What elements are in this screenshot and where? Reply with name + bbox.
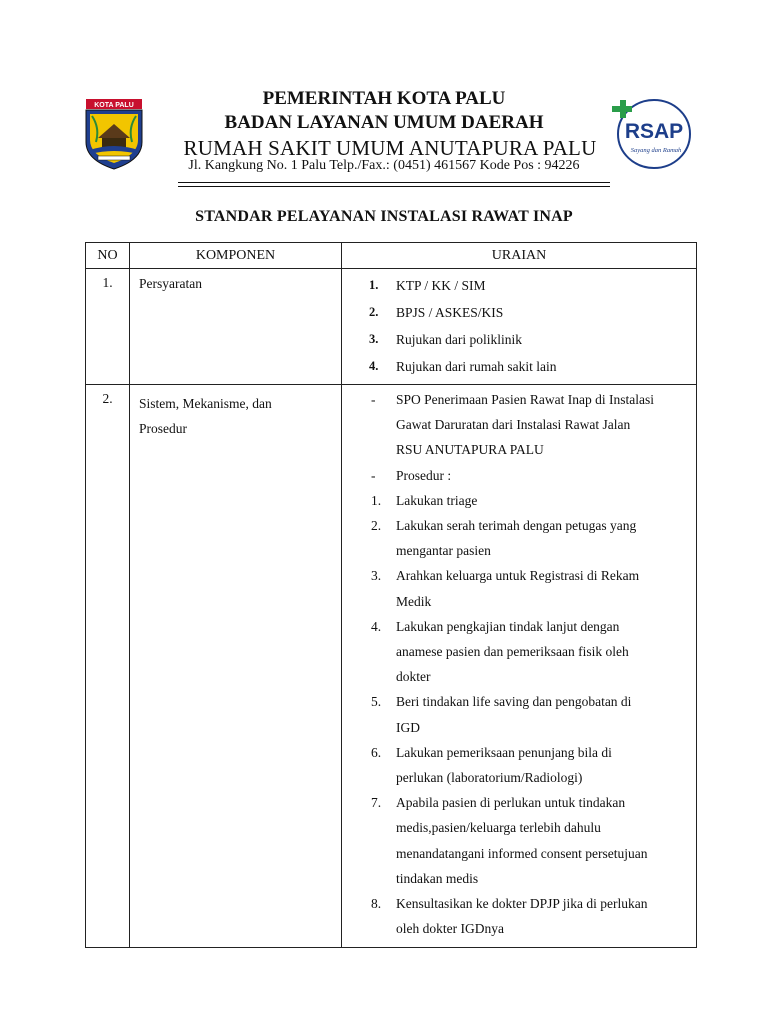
row-uraian [342,269,697,385]
rsap-tagline: Sayang dan Ramah [630,147,682,154]
step-item: 8. Kensultasikan ke dokter DPJP jika di perlukan [371,896,648,912]
header-rule-thin [178,186,610,187]
komponen-text: Sistem, Mekanisme, dan [139,396,272,411]
komponen-text: Persyaratan [139,276,202,291]
requirements-list [342,269,688,384]
letterhead [0,0,768,190]
list-item: 4. Rujukan dari rumah sakit lain [369,359,557,374]
table-row [86,269,697,385]
procedure-block: - SPO Penerimaan Pasien Rawat Inap di Instalasi Gawat Daruratan dari Instalasi Rawat Jalan RSU ANUTAPURA PALU - Prosedur : 1. Lakukan triage 2. Lakukan serah terimah dengan petugas yang mengantar pasien 3. Arahkan keluarga untuk Registrasi di Rekam Medik 4. Lakukan pengkajian tindak lanjut dengan anamese pasien dan pemeriksaan fisik oleh dokter 5. Beri tindakan life saving dan pengobatan di IGD 6. Lakukan pemeriksaan penunjang bila di perlukan (laboratorium/Radiologi) 7. Apabila pasien di perlukan untuk tindakan medis,pasien/keluarga terlebih dahulu menandatangani informed consent persetujuan tindakan medis 8. Kensultasikan ke dokter DPJP jika di perlukan oleh dokter IGDnya [342,385,688,947]
header-rule-thick [178,182,610,183]
row-uraian [342,385,697,948]
service-standard-table [85,242,697,948]
list-item: 1. KTP / KK / SIM [369,278,486,293]
table-row [86,385,697,948]
column-header-uraian: URAIAN [342,243,697,269]
rsap-logo [610,96,692,172]
step-item: 6. Lakukan pemeriksaan penunjang bila di [371,744,612,760]
government-name: PEMERINTAH KOTA PALU [262,88,506,109]
step-item: 4. Lakukan pengkajian tindak lanjut dengan [371,618,620,634]
hospital-address: Jl. Kangkung No. 1 Palu Telp./Fax.: (0451) 461567 Kode Pos : 94226 [188,158,580,173]
row-number: 1. [86,269,130,385]
prosedur-label: - Prosedur : [371,467,452,483]
document-title: STANDAR PELAYANAN INSTALASI RAWAT INAP [195,208,573,225]
rsap-wordmark: RSAP [624,120,684,143]
agency-name: BADAN LAYANAN UMUM DAERAH [224,112,544,133]
komponen-text: Prosedur [139,421,187,436]
column-header-komponen: KOMPONEN [130,243,342,269]
row-number: 2. [86,385,130,948]
table-header-row [86,243,697,269]
column-header-no: NO [86,243,130,269]
emblem-label: KOTA PALU [94,102,134,109]
step-item: 7. Apabila pasien di perlukan untuk tindakan [371,795,626,811]
hospital-name: RUMAH SAKIT UMUM ANUTAPURA PALU [183,136,597,160]
step-item: 3. Arahkan keluarga untuk Registrasi di Rekam [371,568,640,584]
row-komponen [130,269,342,385]
row-komponen [130,385,342,948]
step-item: 5. Beri tindakan life saving dan pengobatan di [371,694,632,710]
step-item: 1. Lakukan triage [371,492,478,508]
list-item: 3. Rujukan dari poliklinik [369,332,522,347]
list-item: 2. BPJS / ASKES/KIS [369,305,504,320]
spo-item: - SPO Penerimaan Pasien Rawat Inap di Instalasi [371,392,654,407]
step-item: 2. Lakukan serah terimah dengan petugas yang [371,518,637,534]
